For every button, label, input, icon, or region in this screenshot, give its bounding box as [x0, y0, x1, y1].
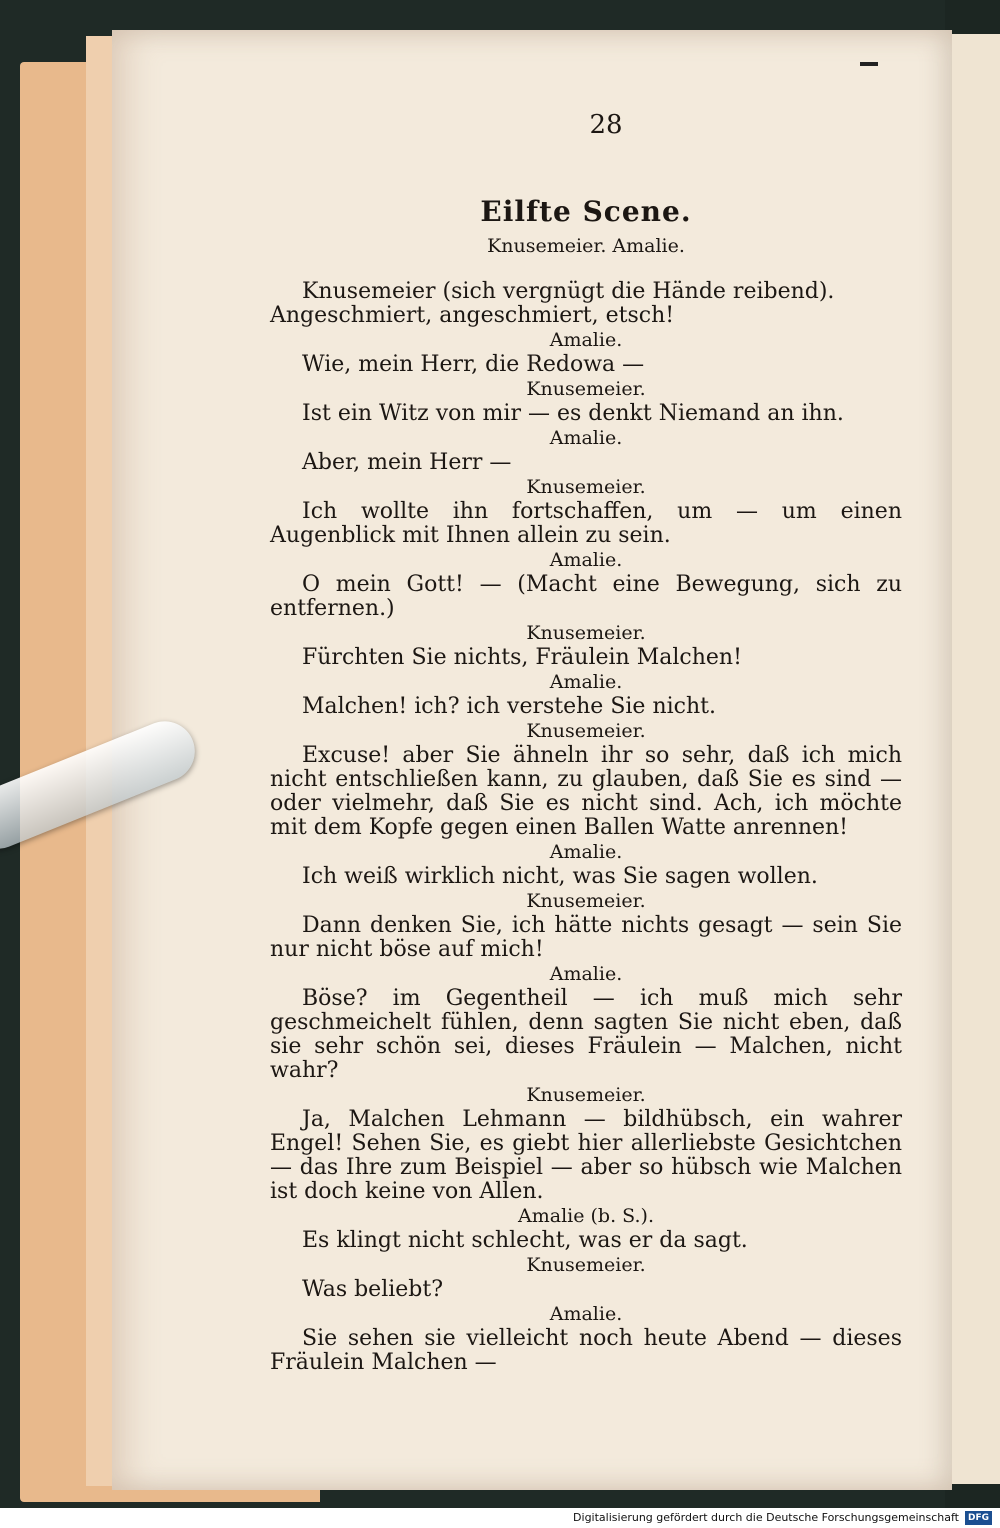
speaker-name: Amalie. — [549, 549, 623, 571]
speaker-name: Amalie. — [549, 1303, 623, 1325]
facing-page-edge — [952, 34, 1000, 1484]
dfg-logo-icon: DFG — [965, 1511, 992, 1525]
speaker-name: Knusemeier. — [526, 622, 646, 644]
dialogue-line: Aber, mein Herr — — [302, 450, 512, 475]
dialogue-line: O mein Gott! — (Macht eine Bewegung, sich zu entfernen.) — [270, 572, 902, 621]
page-number: 28 — [589, 110, 623, 140]
speaker-direction: Knusemeier (sich vergnügt die Hände reibend). — [302, 279, 835, 304]
dialogue-line: Excuse! aber Sie ähneln ihr so sehr, daß ich mich nicht entschließen kann, zu glauben, daß Sie es sind — oder vielmehr, daß Sie es nicht sind. Ach, ich möchte mit dem Kopfe gegen einen Ballen Watte anrennen! — [270, 743, 902, 840]
dialogue-line: Ist ein Witz von mir — es denkt Niemand an ihn. — [302, 401, 844, 426]
speaker-name: Amalie. — [549, 963, 623, 985]
cast-list: Knusemeier. Amalie. — [487, 235, 685, 257]
dialogue-line: Ich wollte ihn fortschaffen, um — um einen Augenblick mit Ihnen allein zu sein. — [270, 499, 902, 548]
speaker-name: Amalie. — [549, 671, 623, 693]
speaker-name: Knusemeier. — [526, 720, 646, 742]
page-text — [270, 110, 902, 1375]
dialogue-line: Was beliebt? — [302, 1277, 444, 1302]
speaker-name: Knusemeier. — [526, 890, 646, 912]
speaker-name: Knusemeier. — [526, 1254, 646, 1276]
dialogue-line: Ja, Malchen Lehmann — bildhübsch, ein wahrer Engel! Sehen Sie, es giebt hier allerliebste Gesichtchen — das Ihre zum Beispiel — aber so hübsch wie Malchen ist doch keine von Allen. — [270, 1107, 902, 1204]
speaker-name: Amalie. — [549, 427, 623, 449]
dialogue-line: Sie sehen sie vielleicht noch heute Abend — dieses Fräulein Malchen — — [270, 1326, 902, 1375]
dialogue-line: Böse? im Gegentheil — ich muß mich sehr geschmeichelt fühlen, denn sagten Sie nicht eben, daß sie sehr schön sei, dieses Fräulein — Malchen, nicht wahr? — [270, 986, 902, 1083]
ink-mark — [860, 62, 878, 66]
digitization-footer — [0, 1508, 1000, 1528]
speaker-name: Amalie. — [549, 329, 623, 351]
scene-title: Eilfte Scene. — [480, 195, 692, 228]
dialogue-line: Fürchten Sie nichts, Fräulein Malchen! — [302, 645, 742, 670]
dialogue-line: Es klingt nicht schlecht, was er da sagt. — [302, 1228, 748, 1253]
speaker-name: Amalie. — [549, 841, 623, 863]
speaker-name: Amalie (b. S.). — [518, 1205, 654, 1227]
speaker-name: Knusemeier. — [526, 476, 646, 498]
dialogue-line: Malchen! ich? ich verstehe Sie nicht. — [302, 694, 716, 719]
speaker-name: Knusemeier. — [526, 378, 646, 400]
dialogue-line: Wie, mein Herr, die Redowa — — [302, 352, 645, 377]
footer-credit: Digitalisierung gefördert durch die Deutsche Forschungsgemeinschaft — [573, 1511, 959, 1524]
speaker-name: Knusemeier. — [526, 1084, 646, 1106]
dialogue-block — [270, 280, 902, 1375]
dialogue-line: Dann denken Sie, ich hätte nichts gesagt — sein Sie nur nicht böse auf mich! — [270, 913, 902, 962]
dialogue-line: Ich weiß wirklich nicht, was Sie sagen wollen. — [302, 864, 818, 889]
dialogue-line: Angeschmiert, angeschmiert, etsch! — [270, 303, 675, 328]
